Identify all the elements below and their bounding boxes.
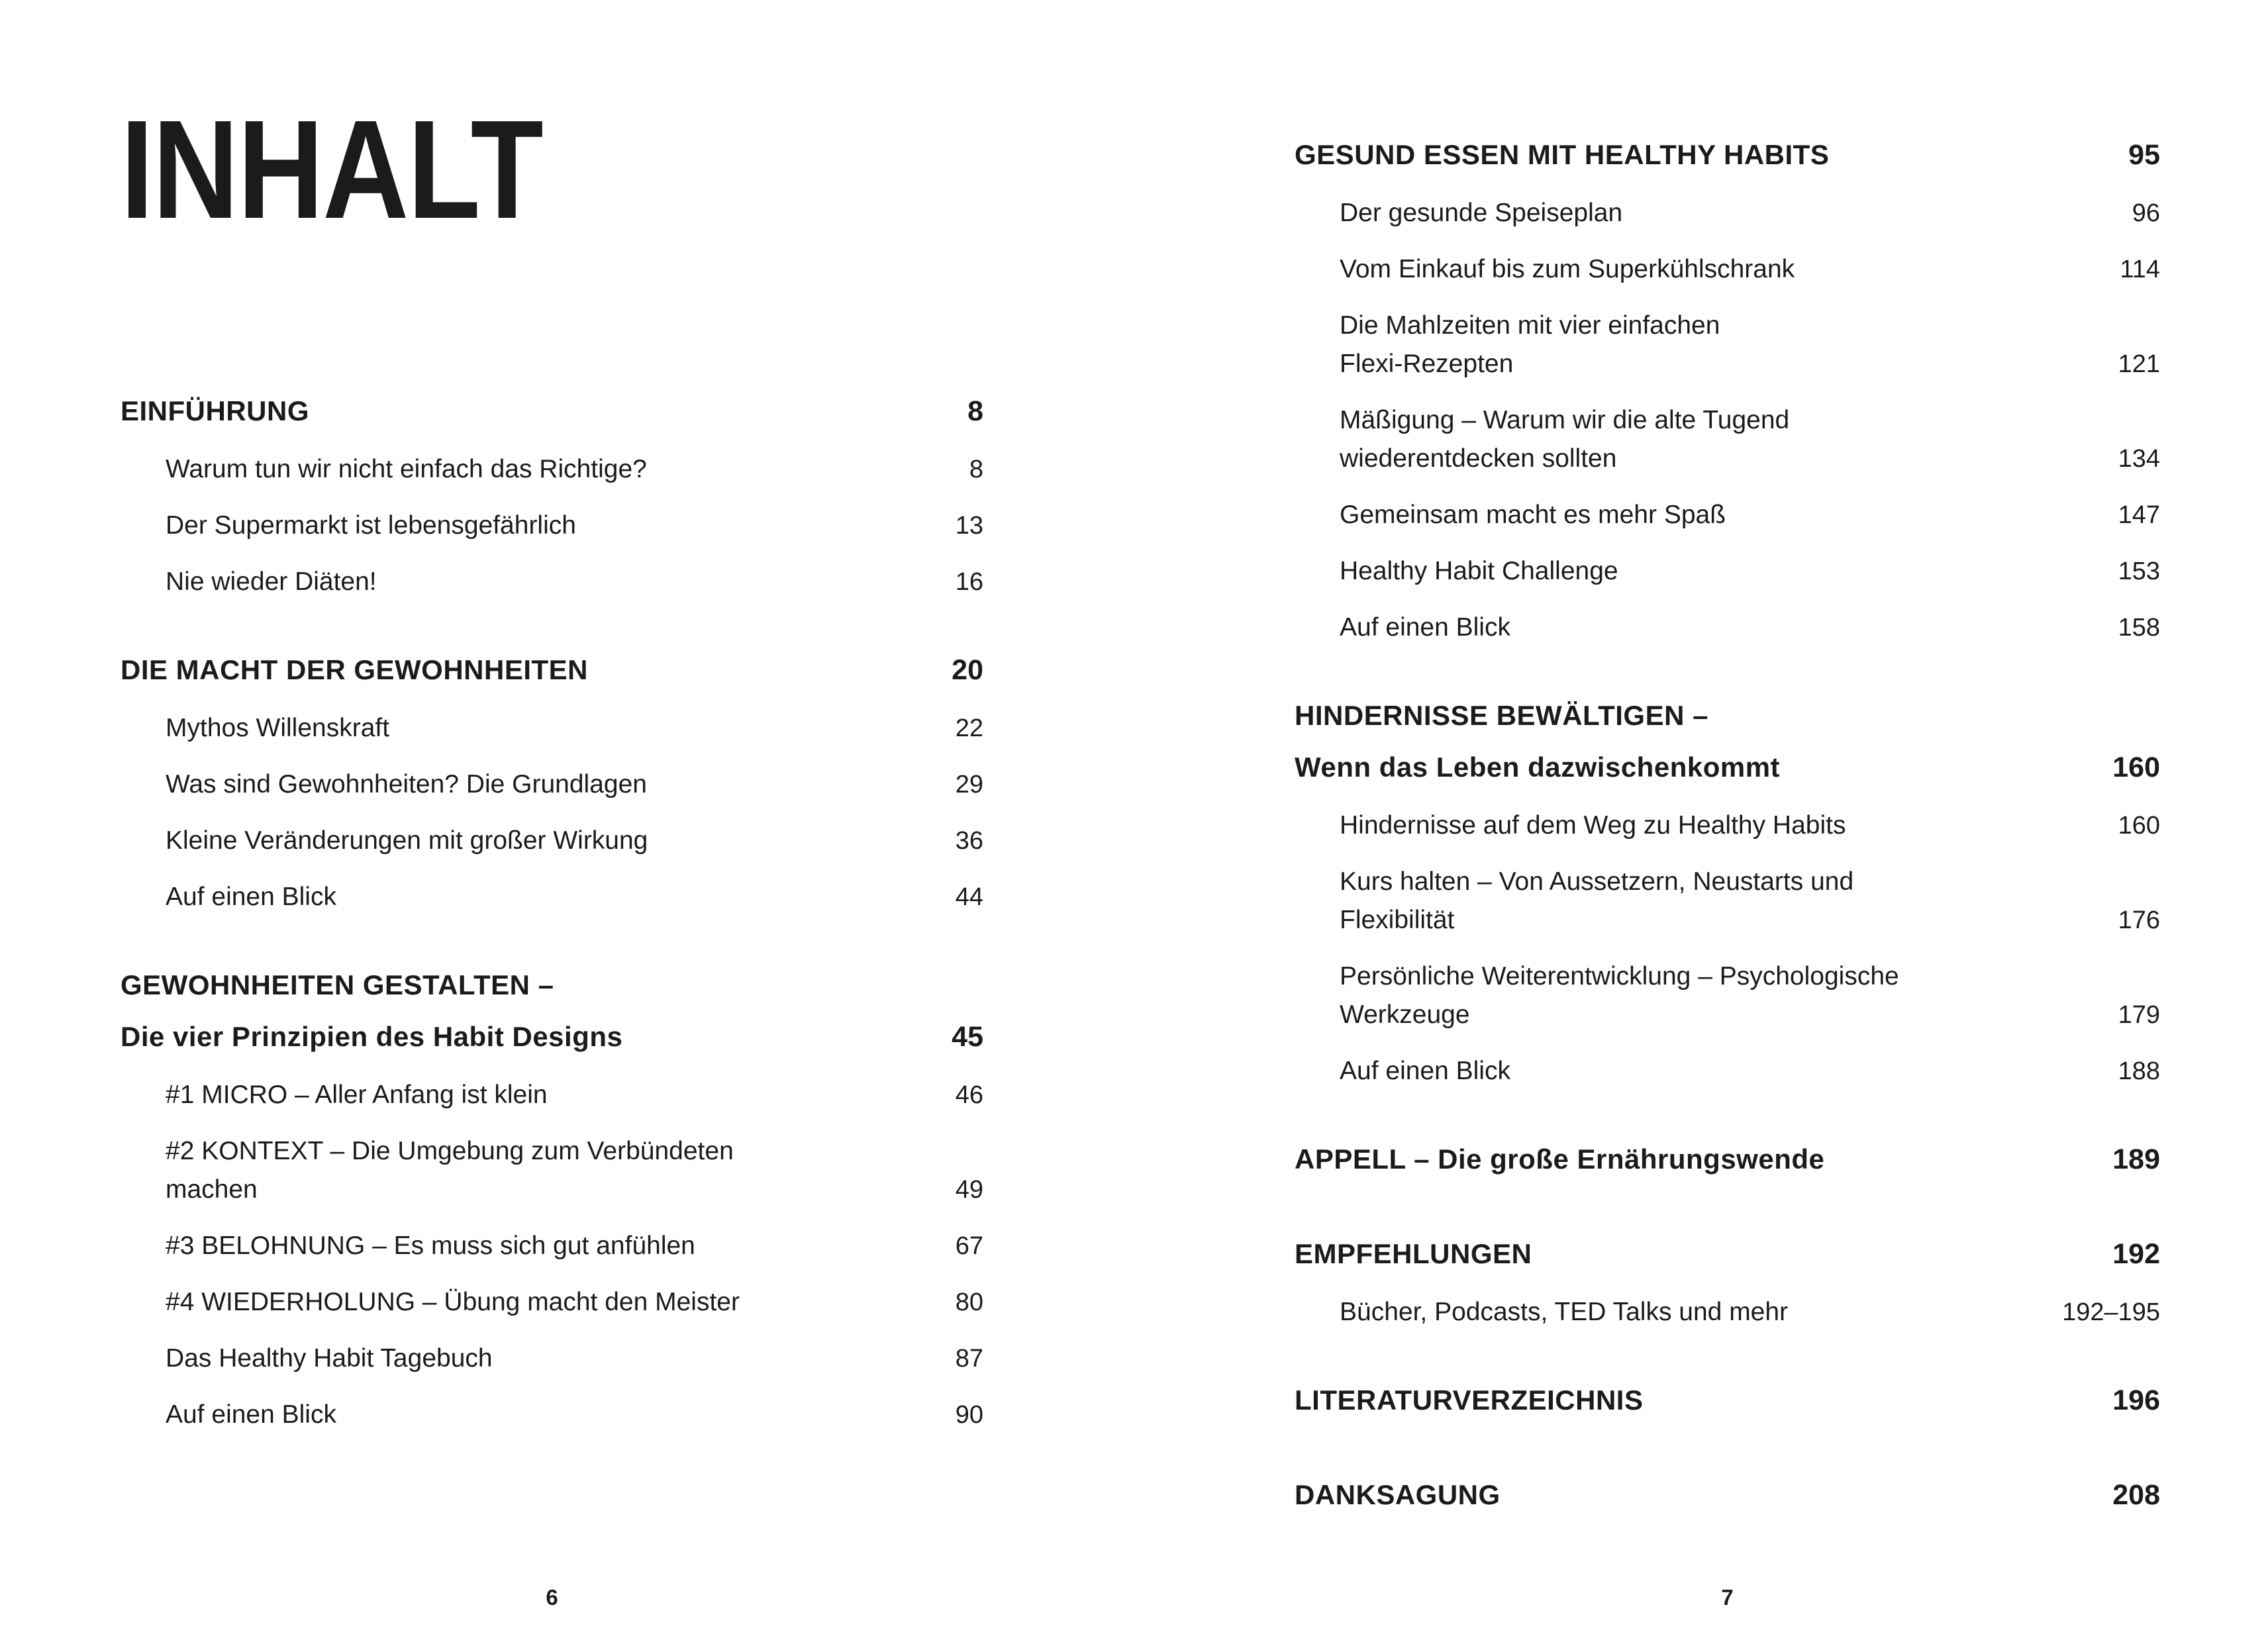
- toc-entry-line: APPELL – Die große Ernährungswende: [1295, 1143, 1825, 1175]
- left-toc-list: [121, 385, 983, 1434]
- toc-entry-page-number: 134: [2118, 445, 2160, 473]
- toc-entry-title: [1295, 552, 1618, 591]
- toc-entry-page-number: 13: [955, 512, 983, 540]
- toc-entry-line: Werkzeuge: [1340, 1000, 1470, 1029]
- toc-entry-line: EINFÜHRUNG: [121, 395, 309, 426]
- toc-section-heading: [1295, 1469, 2160, 1521]
- toc-entry-page-number: 44: [955, 883, 983, 911]
- left-page-number: 6: [546, 1585, 558, 1610]
- toc-entry-line: Was sind Gewohnheiten? Die Grundlagen: [166, 770, 647, 798]
- toc-entry-title: [121, 1132, 734, 1209]
- toc-entry-page-number: 96: [2132, 199, 2160, 227]
- toc-entry: [121, 1283, 983, 1322]
- toc-entry-page-number: 8: [969, 456, 983, 483]
- toc-section-heading: [1295, 1375, 2160, 1426]
- toc-entry: [121, 1396, 983, 1434]
- toc-entry: [121, 1076, 983, 1114]
- toc-entry: [1295, 957, 2160, 1034]
- toc-entry-title: [121, 1283, 740, 1322]
- toc-entry-line: Mäßigung – Warum wir die alte Tugend: [1340, 406, 1790, 434]
- toc-entry-page-number: 188: [2118, 1057, 2160, 1085]
- toc-entry-page-number: 121: [2118, 350, 2160, 378]
- left-page: [121, 0, 983, 1452]
- toc-entry-line: Auf einen Blick: [1340, 613, 1510, 642]
- toc-entry-line: Der gesunde Speiseplan: [1340, 199, 1623, 227]
- toc-entry-line: Vom Einkauf bis zum Superkühlschrank: [1340, 255, 1795, 283]
- toc-entry-title: [1295, 129, 1829, 181]
- toc-entry-title: [121, 1076, 548, 1114]
- toc-entry: [121, 1227, 983, 1265]
- toc-entry-line: GEWOHNHEITEN GESTALTEN –: [121, 969, 554, 1000]
- toc-entry-page-number: 87: [955, 1345, 983, 1373]
- toc-entry: [1295, 552, 2160, 591]
- toc-entry-title: [121, 878, 336, 916]
- toc-entry-page-number: 80: [955, 1288, 983, 1316]
- right-page-number: 7: [1721, 1585, 1734, 1610]
- toc-entry: [1295, 1052, 2160, 1090]
- toc-entry-title: [121, 563, 377, 601]
- toc-entry: [121, 1132, 983, 1209]
- toc-entry-title: [1295, 401, 1789, 478]
- toc-entry: [121, 878, 983, 916]
- toc-entry-title: [121, 385, 309, 437]
- toc-section-heading: [1295, 1228, 2160, 1280]
- toc-section-heading: [1295, 690, 2160, 793]
- toc-entry-title: [1295, 690, 1780, 793]
- toc-entry-page-number: 160: [2118, 812, 2160, 840]
- toc-entry-line: machen: [166, 1175, 258, 1204]
- toc-section-heading: [1295, 129, 2160, 181]
- toc-entry: [1295, 608, 2160, 647]
- toc-entry: [1295, 496, 2160, 534]
- toc-entry-line: Wenn das Leben dazwischenkommt: [1295, 751, 1781, 783]
- toc-entry-line: Warum tun wir nicht einfach das Richtige?: [166, 455, 647, 483]
- toc-entry-line: GESUND ESSEN MIT HEALTHY HABITS: [1295, 139, 1830, 170]
- toc-entry-title: [121, 1227, 695, 1265]
- toc-section-heading: [121, 959, 983, 1063]
- toc-entry-title: [1295, 194, 1622, 232]
- toc-entry-line: Der Supermarkt ist lebensgefährlich: [166, 511, 576, 540]
- toc-entry-page-number: 208: [2112, 1479, 2160, 1511]
- toc-entry-page-number: 36: [955, 827, 983, 855]
- toc-entry-page-number: 192–195: [2062, 1298, 2160, 1326]
- toc-entry-title: [1295, 1052, 1510, 1090]
- toc-entry-line: LITERATURVERZEICHNIS: [1295, 1384, 1644, 1416]
- toc-entry-page-number: 158: [2118, 614, 2160, 642]
- toc-entry-title: [1295, 1293, 1788, 1331]
- toc-entry-line: Persönliche Weiterentwicklung – Psychologische: [1340, 962, 1899, 990]
- toc-section-heading: [121, 644, 983, 696]
- toc-entry-line: Das Healthy Habit Tagebuch: [166, 1344, 493, 1373]
- toc-entry-page-number: 192: [2112, 1238, 2160, 1270]
- toc-entry-line: #4 WIEDERHOLUNG – Übung macht den Meister: [166, 1288, 740, 1316]
- right-toc-list: [1295, 129, 2160, 1521]
- toc-entry-page-number: 45: [952, 1021, 983, 1053]
- toc-entry-title: [1295, 496, 1726, 534]
- toc-entry-page-number: 196: [2112, 1384, 2160, 1416]
- toc-entry-page-number: 46: [955, 1081, 983, 1109]
- toc-entry-title: [1295, 1469, 1501, 1521]
- toc-entry-line: wiederentdecken sollten: [1340, 444, 1617, 473]
- toc-entry-page-number: 153: [2118, 557, 2160, 585]
- toc-entry-page-number: 95: [2128, 139, 2160, 171]
- toc-entry-line: Auf einen Blick: [166, 1400, 336, 1429]
- toc-entry: [121, 450, 983, 489]
- toc-entry: [121, 822, 983, 860]
- toc-entry-page-number: 29: [955, 771, 983, 798]
- toc-entry-line: Flexibilität: [1340, 906, 1455, 934]
- page-title: INHALT: [121, 91, 543, 248]
- toc-entry-page-number: 176: [2118, 906, 2160, 934]
- toc-entry-title: [121, 644, 588, 696]
- toc-entry-page-number: 189: [2112, 1143, 2160, 1175]
- toc-entry-line: DIE MACHT DER GEWOHNHEITEN: [121, 654, 588, 685]
- toc-entry-page-number: 147: [2118, 501, 2160, 529]
- toc-entry: [121, 563, 983, 601]
- toc-entry-line: Die Mahlzeiten mit vier einfachen: [1340, 311, 1720, 340]
- toc-entry-title: [1295, 1375, 1643, 1426]
- toc-entry-line: Auf einen Blick: [166, 883, 336, 911]
- toc-entry-line: Bücher, Podcasts, TED Talks und mehr: [1340, 1298, 1789, 1326]
- toc-entry-page-number: 90: [955, 1401, 983, 1429]
- toc-entry-page-number: 160: [2112, 751, 2160, 783]
- toc-entry-line: Flexi-Rezepten: [1340, 350, 1514, 378]
- toc-entry-page-number: 114: [2120, 256, 2160, 283]
- toc-entry-title: [1295, 1228, 1532, 1280]
- toc-entry-title: [1295, 863, 1853, 940]
- toc-entry-line: Healthy Habit Challenge: [1340, 557, 1618, 585]
- toc-entry: [1295, 863, 2160, 940]
- toc-entry-line: #3 BELOHNUNG – Es muss sich gut anfühlen: [166, 1232, 695, 1260]
- toc-entry-title: [121, 1339, 493, 1378]
- toc-entry-title: [1295, 806, 1846, 845]
- toc-entry: [1295, 307, 2160, 383]
- toc-entry-line: Kleine Veränderungen mit großer Wirkung: [166, 826, 648, 855]
- toc-entry-line: Nie wieder Diäten!: [166, 567, 377, 596]
- toc-entry: [121, 1339, 983, 1378]
- toc-entry-line: Auf einen Blick: [1340, 1057, 1510, 1085]
- toc-entry-line: Die vier Prinzipien des Habit Designs: [121, 1021, 623, 1052]
- toc-entry-title: [121, 709, 389, 748]
- toc-entry-title: [1295, 307, 1720, 383]
- toc-entry-title: [121, 765, 647, 804]
- toc-entry-title: [1295, 1134, 1824, 1185]
- toc-entry-title: [121, 1396, 336, 1434]
- toc-entry: [121, 709, 983, 748]
- toc-entry: [1295, 1293, 2160, 1331]
- toc-entry: [121, 765, 983, 804]
- toc-entry-line: EMPFEHLUNGEN: [1295, 1238, 1532, 1269]
- toc-entry-title: [1295, 957, 1899, 1034]
- toc-entry-title: [1295, 250, 1795, 289]
- toc-entry-title: [121, 450, 647, 489]
- toc-entry-page-number: 22: [955, 714, 983, 742]
- toc-entry-line: #1 MICRO – Aller Anfang ist klein: [166, 1081, 548, 1109]
- toc-entry-page-number: 8: [967, 395, 983, 427]
- toc-entry-page-number: 179: [2118, 1001, 2160, 1029]
- toc-entry: [1295, 806, 2160, 845]
- toc-entry-line: HINDERNISSE BEWÄLTIGEN –: [1295, 700, 1708, 731]
- toc-entry-title: [121, 959, 622, 1063]
- toc-entry-line: Kurs halten – Von Aussetzern, Neustarts und: [1340, 867, 1854, 896]
- toc-entry-title: [121, 822, 648, 860]
- toc-entry-page-number: 67: [955, 1232, 983, 1260]
- toc-entry-line: Gemeinsam macht es mehr Spaß: [1340, 501, 1726, 529]
- toc-entry: [1295, 401, 2160, 478]
- toc-entry: [121, 507, 983, 545]
- toc-entry-line: #2 KONTEXT – Die Umgebung zum Verbündeten: [166, 1137, 734, 1165]
- toc-entry-page-number: 49: [955, 1176, 983, 1204]
- toc-entry-line: Mythos Willenskraft: [166, 714, 390, 742]
- right-page: [1295, 0, 2160, 1534]
- toc-section-heading: [121, 385, 983, 437]
- toc-entry-title: [1295, 608, 1510, 647]
- toc-entry-title: [121, 507, 576, 545]
- toc-entry: [1295, 194, 2160, 232]
- toc-entry-page-number: 16: [955, 568, 983, 596]
- toc-entry-page-number: 20: [952, 654, 983, 686]
- toc-section-heading: [1295, 1134, 2160, 1185]
- toc-entry-line: Hindernisse auf dem Weg zu Healthy Habits: [1340, 811, 1846, 840]
- toc-entry-line: DANKSAGUNG: [1295, 1479, 1501, 1510]
- toc-entry: [1295, 250, 2160, 289]
